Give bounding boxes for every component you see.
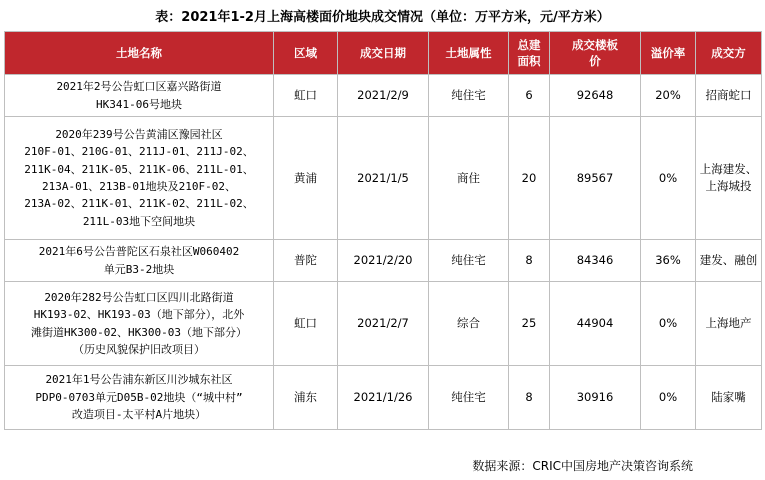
cell-land-name: 2020年239号公告黄浦区豫园社区 210F-01、210G-01、211J-01、211J-02、 211K-04、211K-05、211K-06、211L-01、 213A-01、213B-01地块及210F-02、 213A-02、211K-01、211K-02、211L-02、 211L-03地下空间地块 [5,117,274,240]
cell-deal-date: 2021/2/9 [338,75,429,117]
cell-total-area: 20 [509,117,550,240]
cell-district: 黄浦 [274,117,338,240]
cell-district: 普陀 [274,240,338,282]
cell-land-type: 纯住宅 [429,240,509,282]
header-deal-date: 成交日期 [338,32,429,75]
header-total-area: 总建 面积 [509,32,550,75]
cell-total-area: 6 [509,75,550,117]
cell-land-type: 纯住宅 [429,75,509,117]
cell-land-name: 2021年2号公告虹口区嘉兴路街道 HK341-06号地块 [5,75,274,117]
data-source-note: 数据来源：CRIC中国房地产决策咨询系统 [472,459,693,473]
cell-total-area: 8 [509,240,550,282]
cell-land-type: 商住 [429,117,509,240]
table-row [5,366,762,430]
cell-buyer: 上海建发、 上海城投 [696,117,762,240]
table-title: 表：2021年1-2月上海高楼面价地块成交情况（单位：万平方米，元/平方米） [155,10,610,25]
land-transactions-table [4,31,762,430]
table-header-row [5,32,762,75]
header-district: 区域 [274,32,338,75]
cell-premium-rate: 0% [641,117,696,240]
table-row [5,75,762,117]
cell-buyer: 建发、融创 [696,240,762,282]
cell-floor-price: 30916 [550,366,641,430]
header-land-type: 土地属性 [429,32,509,75]
cell-deal-date: 2021/1/26 [338,366,429,430]
cell-buyer: 上海地产 [696,282,762,366]
cell-premium-rate: 0% [641,282,696,366]
table-row [5,117,762,240]
cell-land-name: 2020年282号公告虹口区四川北路街道 HK193-02、HK193-03（地下部分），北外 滩街道HK300-02、HK300-03（地下部分） （历史风貌保护旧改项目） [5,282,274,366]
cell-land-name: 2021年6号公告普陀区石泉社区W060402 单元B3-2地块 [5,240,274,282]
cell-deal-date: 2021/2/7 [338,282,429,366]
cell-district: 浦东 [274,366,338,430]
cell-land-name: 2021年1号公告浦东新区川沙城东社区 PDP0-0703单元D05B-02地块（“城中村” 改造项目-太平村A片地块） [5,366,274,430]
cell-land-type: 纯住宅 [429,366,509,430]
header-premium-rate: 溢价率 [641,32,696,75]
table-row [5,240,762,282]
cell-floor-price: 84346 [550,240,641,282]
cell-district: 虹口 [274,75,338,117]
cell-floor-price: 44904 [550,282,641,366]
cell-buyer: 招商蛇口 [696,75,762,117]
cell-land-type: 综合 [429,282,509,366]
cell-premium-rate: 20% [641,75,696,117]
cell-deal-date: 2021/1/5 [338,117,429,240]
cell-district: 虹口 [274,282,338,366]
header-floor-price: 成交楼板 价 [550,32,641,75]
cell-buyer: 陆家嘴 [696,366,762,430]
cell-deal-date: 2021/2/20 [338,240,429,282]
cell-floor-price: 92648 [550,75,641,117]
header-buyer: 成交方 [696,32,762,75]
table-row [5,282,762,366]
cell-premium-rate: 36% [641,240,696,282]
cell-total-area: 25 [509,282,550,366]
header-land-name: 土地名称 [5,32,274,75]
cell-total-area: 8 [509,366,550,430]
cell-floor-price: 89567 [550,117,641,240]
cell-premium-rate: 0% [641,366,696,430]
